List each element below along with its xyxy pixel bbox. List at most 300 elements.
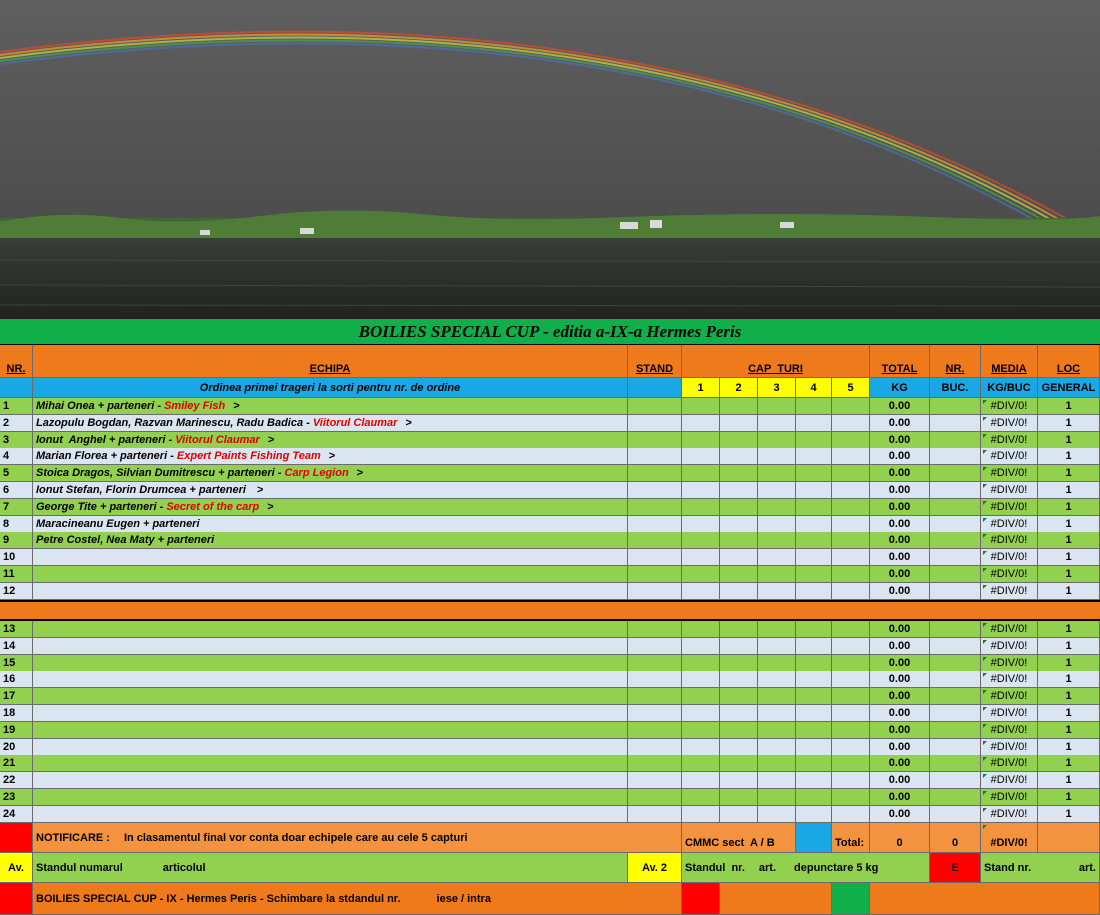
round-4-cell[interactable] xyxy=(796,772,832,789)
media-cell[interactable] xyxy=(981,482,1038,499)
loc-cell[interactable] xyxy=(1038,482,1100,499)
nr-buc-cell[interactable] xyxy=(930,705,981,722)
nr-buc-cell[interactable] xyxy=(930,755,981,772)
media-cell[interactable] xyxy=(981,398,1038,415)
nr-buc-cell[interactable] xyxy=(930,671,981,688)
stand-cell[interactable] xyxy=(628,566,682,583)
round-4-cell[interactable] xyxy=(796,482,832,499)
total-kg-cell[interactable] xyxy=(870,688,930,705)
team-cell[interactable] xyxy=(33,532,628,549)
round-4-cell[interactable] xyxy=(796,722,832,739)
loc-cell[interactable] xyxy=(1038,465,1100,482)
round-2-cell[interactable] xyxy=(720,688,758,705)
total-kg-cell[interactable] xyxy=(870,499,930,516)
team-cell[interactable] xyxy=(33,655,628,672)
stand-cell[interactable] xyxy=(628,705,682,722)
stand-cell[interactable] xyxy=(628,432,682,449)
media-cell[interactable] xyxy=(981,566,1038,583)
round-1-cell[interactable] xyxy=(682,465,720,482)
nr-cell[interactable] xyxy=(0,499,33,516)
nr-buc-cell[interactable] xyxy=(930,499,981,516)
stand-cell[interactable] xyxy=(628,655,682,672)
stand-cell[interactable] xyxy=(628,722,682,739)
round-4-header: 4 xyxy=(796,378,832,398)
nr-buc-cell[interactable] xyxy=(930,549,981,566)
nr-cell[interactable] xyxy=(0,432,33,449)
round-5-cell[interactable] xyxy=(832,621,870,638)
round-4-cell[interactable] xyxy=(796,671,832,688)
round-1-cell[interactable] xyxy=(682,722,720,739)
team-cell[interactable] xyxy=(33,739,628,756)
total-kg-cell[interactable] xyxy=(870,755,930,772)
round-3-cell[interactable] xyxy=(758,772,796,789)
round-5-cell[interactable] xyxy=(832,516,870,533)
round-5-cell[interactable] xyxy=(832,432,870,449)
round-5-cell[interactable] xyxy=(832,705,870,722)
round-1-cell[interactable] xyxy=(682,398,720,415)
round-1-cell[interactable] xyxy=(682,621,720,638)
team-cell[interactable] xyxy=(33,638,628,655)
media-cell[interactable] xyxy=(981,583,1038,600)
media-cell[interactable] xyxy=(981,448,1038,465)
round-3-cell[interactable] xyxy=(758,621,796,638)
media-cell[interactable] xyxy=(981,499,1038,516)
stand-cell[interactable] xyxy=(628,465,682,482)
nr-cell[interactable] xyxy=(0,465,33,482)
round-2-cell[interactable] xyxy=(720,655,758,672)
loc-cell[interactable] xyxy=(1038,398,1100,415)
loc-cell[interactable] xyxy=(1038,432,1100,449)
round-2-cell[interactable] xyxy=(720,789,758,806)
loc-cell[interactable] xyxy=(1038,638,1100,655)
team-name: Mihai Onea + parteneri - xyxy=(36,400,165,412)
media-cell[interactable] xyxy=(981,705,1038,722)
stand-cell[interactable] xyxy=(628,482,682,499)
round-2-cell[interactable] xyxy=(720,621,758,638)
round-2-cell[interactable] xyxy=(720,755,758,772)
nr-buc-cell[interactable] xyxy=(930,688,981,705)
loc-cell[interactable] xyxy=(1038,621,1100,638)
round-2-cell[interactable] xyxy=(720,705,758,722)
round-4-cell[interactable] xyxy=(796,688,832,705)
round-5-cell[interactable] xyxy=(832,532,870,549)
total-kg-cell[interactable] xyxy=(870,671,930,688)
stand-cell[interactable] xyxy=(628,549,682,566)
round-1-cell[interactable] xyxy=(682,739,720,756)
team-cell[interactable] xyxy=(33,566,628,583)
round-1-cell[interactable] xyxy=(682,448,720,465)
round-2-cell[interactable] xyxy=(720,722,758,739)
round-4-cell[interactable] xyxy=(796,638,832,655)
round-3-cell[interactable] xyxy=(758,398,796,415)
loc-cell[interactable] xyxy=(1038,739,1100,756)
media-value: #DIV/0! xyxy=(990,568,1028,580)
loc-cell[interactable] xyxy=(1038,655,1100,672)
nr-cell[interactable] xyxy=(0,739,33,756)
loc-cell[interactable] xyxy=(1038,566,1100,583)
round-2-cell[interactable] xyxy=(720,772,758,789)
round-4-cell[interactable] xyxy=(796,566,832,583)
stand-cell[interactable] xyxy=(628,516,682,533)
team-cell[interactable] xyxy=(33,448,628,465)
nr-cell[interactable] xyxy=(0,398,33,415)
round-3-cell[interactable] xyxy=(758,415,796,432)
stand-cell[interactable] xyxy=(628,398,682,415)
nr-cell[interactable] xyxy=(0,688,33,705)
media-cell[interactable] xyxy=(981,432,1038,449)
competition-title-bar xyxy=(0,319,1100,345)
round-2-cell[interactable] xyxy=(720,499,758,516)
round-2-cell[interactable] xyxy=(720,482,758,499)
stand-cell[interactable] xyxy=(628,755,682,772)
round-1-cell[interactable] xyxy=(682,705,720,722)
team-cell[interactable] xyxy=(33,465,628,482)
round-2-cell[interactable] xyxy=(720,448,758,465)
nr-cell[interactable] xyxy=(0,516,33,533)
round-4-cell[interactable] xyxy=(796,583,832,600)
nr-buc-cell[interactable] xyxy=(930,566,981,583)
round-1-cell[interactable] xyxy=(682,755,720,772)
loc-cell[interactable] xyxy=(1038,516,1100,533)
round-1-cell[interactable] xyxy=(682,482,720,499)
round-5-cell[interactable] xyxy=(832,671,870,688)
round-5-cell[interactable] xyxy=(832,789,870,806)
nr-cell[interactable] xyxy=(0,772,33,789)
round-4-cell[interactable] xyxy=(796,532,832,549)
round-5-cell[interactable] xyxy=(832,722,870,739)
round-4-cell[interactable] xyxy=(796,621,832,638)
team-cell[interactable] xyxy=(33,549,628,566)
round-5-cell[interactable] xyxy=(832,739,870,756)
media-cell[interactable] xyxy=(981,772,1038,789)
subheader-buc: BUC. xyxy=(930,378,981,398)
round-3-cell[interactable] xyxy=(758,432,796,449)
stand-cell[interactable] xyxy=(628,499,682,516)
cmmc-color-cell xyxy=(796,823,832,853)
round-1-cell[interactable] xyxy=(682,671,720,688)
round-4-cell[interactable] xyxy=(796,465,832,482)
round-3-cell[interactable] xyxy=(758,516,796,533)
media-cell[interactable] xyxy=(981,549,1038,566)
nr-buc-cell[interactable] xyxy=(930,516,981,533)
round-3-cell[interactable] xyxy=(758,566,796,583)
round-2-cell[interactable] xyxy=(720,432,758,449)
round-5-cell[interactable] xyxy=(832,806,870,823)
round-4-cell[interactable] xyxy=(796,448,832,465)
nr-cell[interactable] xyxy=(0,549,33,566)
team-cell[interactable] xyxy=(33,398,628,415)
round-3-cell[interactable] xyxy=(758,671,796,688)
media-cell[interactable] xyxy=(981,755,1038,772)
round-4-cell[interactable] xyxy=(796,415,832,432)
round-5-cell[interactable] xyxy=(832,499,870,516)
total-kg-cell[interactable] xyxy=(870,722,930,739)
round-5-cell[interactable] xyxy=(832,772,870,789)
nr-buc-cell[interactable] xyxy=(930,482,981,499)
round-3-cell[interactable] xyxy=(758,705,796,722)
media-cell[interactable] xyxy=(981,722,1038,739)
round-1-cell[interactable] xyxy=(682,549,720,566)
total-kg-cell[interactable] xyxy=(870,638,930,655)
loc-cell[interactable] xyxy=(1038,806,1100,823)
team-cell[interactable] xyxy=(33,705,628,722)
team-cell[interactable] xyxy=(33,499,628,516)
round-2-cell[interactable] xyxy=(720,516,758,533)
stand-cell[interactable] xyxy=(628,739,682,756)
round-5-cell[interactable] xyxy=(832,448,870,465)
nr-cell[interactable] xyxy=(0,789,33,806)
nr-cell[interactable] xyxy=(0,705,33,722)
team-cell[interactable] xyxy=(33,621,628,638)
nr-cell[interactable] xyxy=(0,415,33,432)
stand-cell[interactable] xyxy=(628,789,682,806)
nr-buc-cell[interactable] xyxy=(930,583,981,600)
round-3-cell[interactable] xyxy=(758,755,796,772)
total-kg-cell[interactable] xyxy=(870,549,930,566)
total-kg-cell[interactable] xyxy=(870,772,930,789)
round-3-cell[interactable] xyxy=(758,638,796,655)
nr-buc-cell[interactable] xyxy=(930,655,981,672)
round-1-cell[interactable] xyxy=(682,432,720,449)
round-1-cell[interactable] xyxy=(682,532,720,549)
round-5-cell[interactable] xyxy=(832,688,870,705)
round-1-cell[interactable] xyxy=(682,655,720,672)
nr-buc-cell[interactable] xyxy=(930,532,981,549)
total-kg-cell[interactable] xyxy=(870,621,930,638)
round-4-cell[interactable] xyxy=(796,806,832,823)
round-1-cell[interactable] xyxy=(682,566,720,583)
nr-buc-cell[interactable] xyxy=(930,806,981,823)
round-5-cell[interactable] xyxy=(832,482,870,499)
round-4-cell[interactable] xyxy=(796,739,832,756)
row-number: 19 xyxy=(3,724,16,736)
round-3-cell[interactable] xyxy=(758,448,796,465)
nr-cell[interactable] xyxy=(0,671,33,688)
round-4-cell[interactable] xyxy=(796,789,832,806)
nr-cell[interactable] xyxy=(0,621,33,638)
table-row xyxy=(0,448,1100,465)
loc-cell[interactable] xyxy=(1038,499,1100,516)
nr-cell[interactable] xyxy=(0,755,33,772)
loc-cell[interactable] xyxy=(1038,583,1100,600)
round-1-cell[interactable] xyxy=(682,516,720,533)
media-cell[interactable] xyxy=(981,806,1038,823)
stand-cell[interactable] xyxy=(628,448,682,465)
team-cell[interactable] xyxy=(33,482,628,499)
total-kg-cell[interactable] xyxy=(870,432,930,449)
loc-cell[interactable] xyxy=(1038,789,1100,806)
media-cell[interactable] xyxy=(981,638,1038,655)
loc-cell[interactable] xyxy=(1038,549,1100,566)
media-cell[interactable] xyxy=(981,789,1038,806)
nr-buc-cell[interactable] xyxy=(930,772,981,789)
nr-cell[interactable] xyxy=(0,722,33,739)
total-kg-cell[interactable] xyxy=(870,789,930,806)
round-3-cell[interactable] xyxy=(758,499,796,516)
round-3-cell[interactable] xyxy=(758,549,796,566)
stand-cell[interactable] xyxy=(628,415,682,432)
round-4-cell[interactable] xyxy=(796,398,832,415)
round-1-cell[interactable] xyxy=(682,688,720,705)
stand-cell[interactable] xyxy=(628,583,682,600)
round-3-cell[interactable] xyxy=(758,806,796,823)
team-cell[interactable] xyxy=(33,671,628,688)
total-kg-cell[interactable] xyxy=(870,415,930,432)
team-cell[interactable] xyxy=(33,432,628,449)
nr-cell[interactable] xyxy=(0,532,33,549)
media-cell[interactable] xyxy=(981,655,1038,672)
media-cell[interactable] xyxy=(981,516,1038,533)
media-cell[interactable] xyxy=(981,465,1038,482)
stand-cell[interactable] xyxy=(628,638,682,655)
round-2-cell[interactable] xyxy=(720,549,758,566)
team-cell[interactable] xyxy=(33,688,628,705)
round-5-cell[interactable] xyxy=(832,398,870,415)
round-2-cell[interactable] xyxy=(720,566,758,583)
round-5-cell[interactable] xyxy=(832,638,870,655)
total-kg-cell[interactable] xyxy=(870,705,930,722)
round-2-cell[interactable] xyxy=(720,638,758,655)
stand-cell[interactable] xyxy=(628,532,682,549)
team-cell[interactable] xyxy=(33,415,628,432)
loc-value: 1 xyxy=(1065,434,1072,446)
loc-value: 1 xyxy=(1065,623,1072,635)
loc-cell[interactable] xyxy=(1038,705,1100,722)
nr-buc-cell[interactable] xyxy=(930,415,981,432)
round-1-cell[interactable] xyxy=(682,772,720,789)
header-total-label: TOTAL xyxy=(881,363,918,375)
team-cell[interactable] xyxy=(33,722,628,739)
round-3-cell[interactable] xyxy=(758,789,796,806)
stand-cell[interactable] xyxy=(628,806,682,823)
round-3-cell[interactable] xyxy=(758,722,796,739)
nr-cell[interactable] xyxy=(0,655,33,672)
total-kg-cell[interactable] xyxy=(870,465,930,482)
round-2-cell[interactable] xyxy=(720,532,758,549)
round-1-cell[interactable] xyxy=(682,638,720,655)
round-3-cell[interactable] xyxy=(758,739,796,756)
nr-cell[interactable] xyxy=(0,583,33,600)
total-kg-cell[interactable] xyxy=(870,739,930,756)
round-4-cell[interactable] xyxy=(796,516,832,533)
nr-cell[interactable] xyxy=(0,806,33,823)
stand-cell[interactable] xyxy=(628,688,682,705)
table-row xyxy=(0,772,1100,789)
round-1-cell[interactable] xyxy=(682,583,720,600)
round-5-cell[interactable] xyxy=(832,415,870,432)
team-cell[interactable] xyxy=(33,789,628,806)
round-3-cell[interactable] xyxy=(758,532,796,549)
nr-buc-cell[interactable] xyxy=(930,621,981,638)
round-4-cell[interactable] xyxy=(796,499,832,516)
round-2-cell[interactable] xyxy=(720,415,758,432)
round-2-cell[interactable] xyxy=(720,671,758,688)
total-kg-cell[interactable] xyxy=(870,398,930,415)
loc-cell[interactable] xyxy=(1038,671,1100,688)
loc-cell[interactable] xyxy=(1038,722,1100,739)
loc-cell[interactable] xyxy=(1038,415,1100,432)
total-kg-cell[interactable] xyxy=(870,655,930,672)
round-3-cell[interactable] xyxy=(758,655,796,672)
team-cell[interactable] xyxy=(33,516,628,533)
loc-cell[interactable] xyxy=(1038,772,1100,789)
nr-buc-cell[interactable] xyxy=(930,448,981,465)
round-2-cell[interactable] xyxy=(720,398,758,415)
round-5-cell[interactable] xyxy=(832,655,870,672)
stand-cell[interactable] xyxy=(628,621,682,638)
total-kg-cell[interactable] xyxy=(870,532,930,549)
round-3-cell[interactable] xyxy=(758,688,796,705)
media-cell[interactable] xyxy=(981,688,1038,705)
round-2-cell[interactable] xyxy=(720,806,758,823)
nr-buc-cell[interactable] xyxy=(930,739,981,756)
round-1-cell[interactable] xyxy=(682,415,720,432)
round-4-cell[interactable] xyxy=(796,432,832,449)
team-cell[interactable] xyxy=(33,772,628,789)
team-cell[interactable] xyxy=(33,583,628,600)
loc-cell[interactable] xyxy=(1038,688,1100,705)
round-5-cell[interactable] xyxy=(832,549,870,566)
nr-buc-cell[interactable] xyxy=(930,465,981,482)
total-kg-cell[interactable] xyxy=(870,583,930,600)
round-5-cell[interactable] xyxy=(832,755,870,772)
round-4-cell[interactable] xyxy=(796,549,832,566)
round-1-cell[interactable] xyxy=(682,806,720,823)
nr-buc-cell[interactable] xyxy=(930,398,981,415)
round-5-cell[interactable] xyxy=(832,465,870,482)
media-cell[interactable] xyxy=(981,415,1038,432)
stand-cell[interactable] xyxy=(628,772,682,789)
round-4-cell[interactable] xyxy=(796,755,832,772)
round-2-cell[interactable] xyxy=(720,583,758,600)
nr-cell[interactable] xyxy=(0,566,33,583)
total-kg-cell[interactable] xyxy=(870,806,930,823)
team-cell[interactable] xyxy=(33,806,628,823)
round-5-cell[interactable] xyxy=(832,583,870,600)
round-1-cell[interactable] xyxy=(682,789,720,806)
total-kg-cell[interactable] xyxy=(870,566,930,583)
round-3-cell[interactable] xyxy=(758,482,796,499)
round-4-cell[interactable] xyxy=(796,655,832,672)
media-cell[interactable] xyxy=(981,671,1038,688)
round-4-cell[interactable] xyxy=(796,705,832,722)
media-cell[interactable] xyxy=(981,532,1038,549)
nr-buc-cell[interactable] xyxy=(930,722,981,739)
round-2-cell[interactable] xyxy=(720,739,758,756)
total-kg-cell[interactable] xyxy=(870,516,930,533)
round-5-cell[interactable] xyxy=(832,566,870,583)
media-cell[interactable] xyxy=(981,621,1038,638)
round-1-cell[interactable] xyxy=(682,499,720,516)
total-kg-cell[interactable] xyxy=(870,448,930,465)
nr-cell[interactable] xyxy=(0,638,33,655)
nr-buc-cell[interactable] xyxy=(930,432,981,449)
nr-buc-cell[interactable] xyxy=(930,789,981,806)
loc-cell[interactable] xyxy=(1038,532,1100,549)
nr-cell[interactable] xyxy=(0,448,33,465)
media-cell[interactable] xyxy=(981,739,1038,756)
round-3-cell[interactable] xyxy=(758,583,796,600)
total-kg-cell[interactable] xyxy=(870,482,930,499)
round-3-cell[interactable] xyxy=(758,465,796,482)
nr-cell[interactable] xyxy=(0,482,33,499)
loc-cell[interactable] xyxy=(1038,755,1100,772)
stand-cell[interactable] xyxy=(628,671,682,688)
loc-cell[interactable] xyxy=(1038,448,1100,465)
team-cell[interactable] xyxy=(33,755,628,772)
round-2-cell[interactable] xyxy=(720,465,758,482)
nr-buc-cell[interactable] xyxy=(930,638,981,655)
